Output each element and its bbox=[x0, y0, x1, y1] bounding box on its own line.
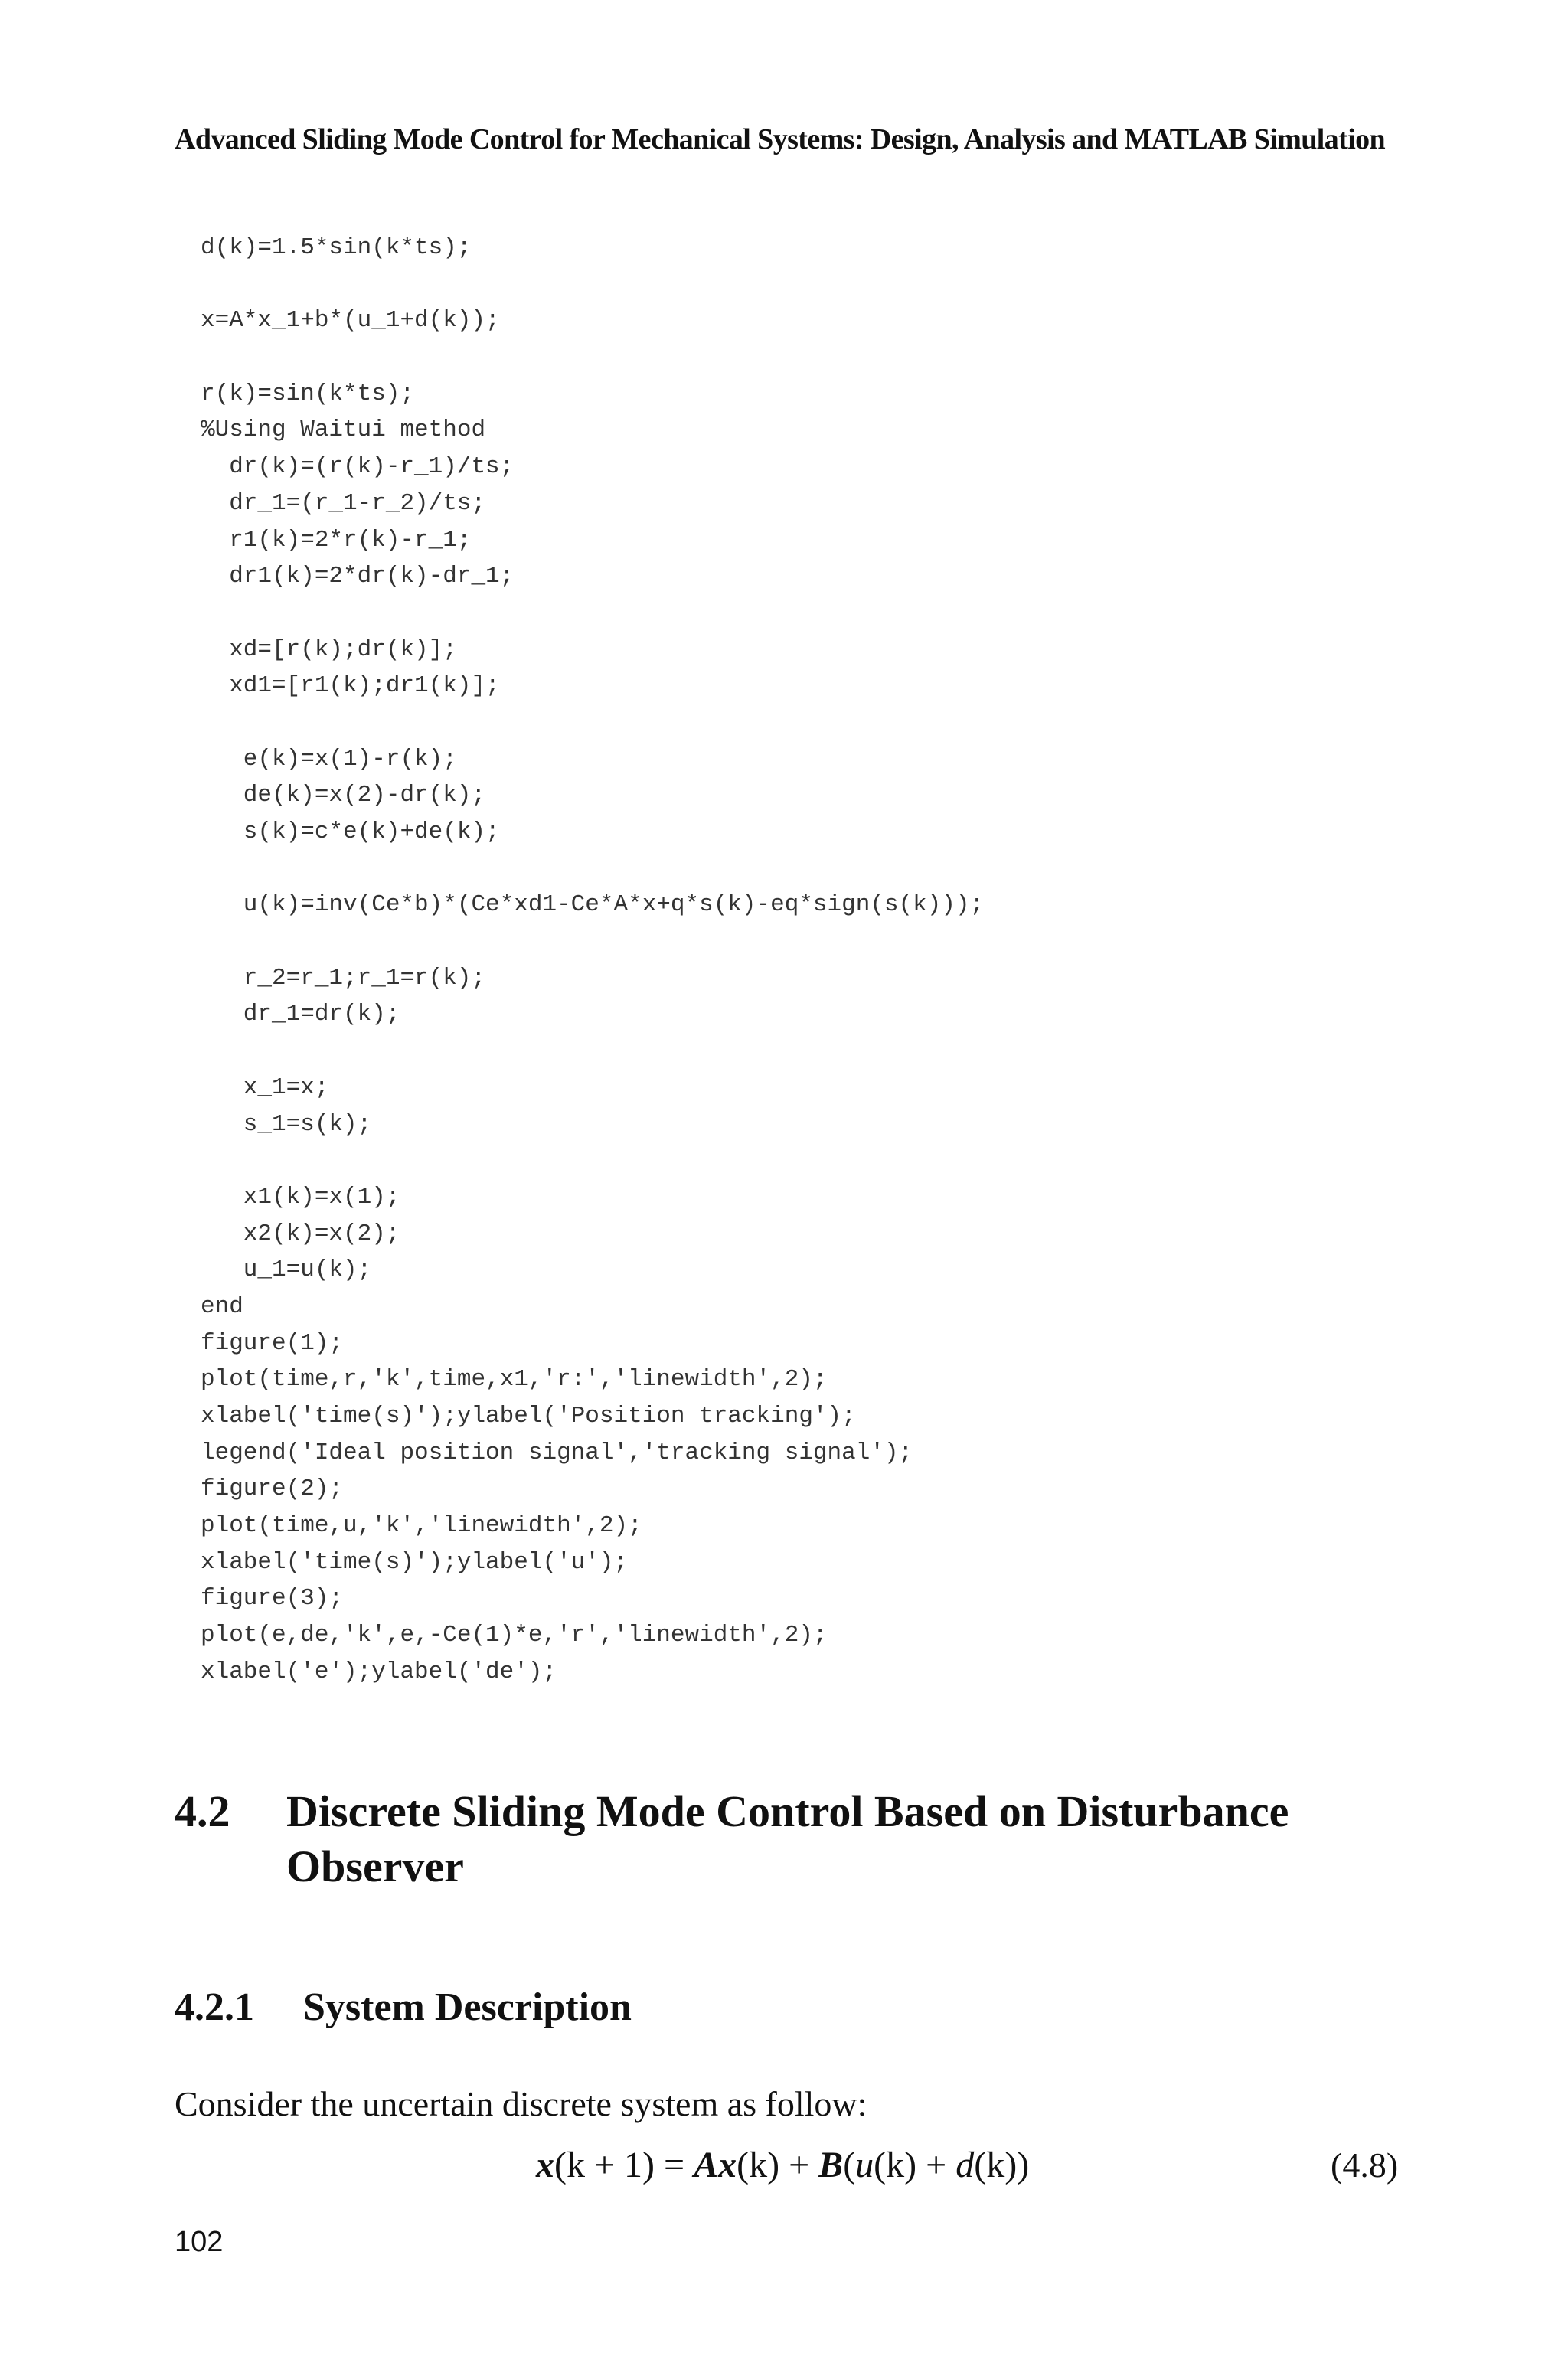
code-line: d(k)=1.5*sin(k*ts); bbox=[201, 234, 472, 261]
code-line bbox=[201, 266, 984, 303]
code-line: u_1=u(k); bbox=[201, 1256, 372, 1284]
code-line bbox=[201, 339, 984, 376]
section-title: Discrete Sliding Mode Control Based on Disturbance Observer bbox=[286, 1786, 1289, 1891]
code-line bbox=[201, 1033, 984, 1070]
eq-input-arg: (k) + bbox=[874, 2145, 956, 2185]
code-line: plot(time,r,'k',time,x1,'r:','linewidth',2); bbox=[201, 1366, 828, 1394]
code-line: u(k)=inv(Ce*b)*(Ce*xd1-Ce*A*x+q*s(k)-eq*sign(s(k))); bbox=[201, 891, 985, 919]
eq-open-paren: ( bbox=[843, 2145, 856, 2185]
section-number: 4.2 bbox=[175, 1786, 230, 1836]
code-line: plot(e,de,'k',e,-Ce(1)*e,'r','linewidth',2); bbox=[201, 1622, 828, 1649]
code-line: xd=[r(k);dr(k)]; bbox=[201, 636, 457, 663]
code-line: r(k)=sin(k*ts); bbox=[201, 380, 415, 407]
code-line: xlabel('time(s)');ylabel('Position tracking'); bbox=[201, 1403, 856, 1430]
subsection-title: System Description bbox=[303, 1985, 632, 2029]
code-line: end bbox=[201, 1292, 243, 1320]
code-line: dr(k)=(r(k)-r_1)/ts; bbox=[201, 453, 514, 481]
code-line: dr_1=(r_1-r_2)/ts; bbox=[201, 489, 486, 517]
eq-lhs-arg: (k + 1) = bbox=[554, 2145, 694, 2185]
code-line: xlabel('e');ylabel('de'); bbox=[201, 1658, 557, 1685]
code-line: figure(3); bbox=[201, 1585, 344, 1613]
matlab-code-listing bbox=[201, 230, 984, 1691]
eq-dist-var: d bbox=[956, 2145, 975, 2185]
code-line: r_2=r_1;r_1=r(k); bbox=[201, 964, 486, 992]
page-number: 102 bbox=[175, 2226, 224, 2258]
eq-state-var: x bbox=[718, 2145, 737, 2185]
eq-state-arg: (k) + bbox=[737, 2145, 819, 2185]
code-line bbox=[201, 595, 984, 632]
code-line: %Using Waitui method bbox=[201, 417, 486, 444]
code-line: figure(1); bbox=[201, 1329, 344, 1357]
code-line: e(k)=x(1)-r(k); bbox=[201, 745, 457, 773]
code-line: s(k)=c*e(k)+de(k); bbox=[201, 819, 500, 845]
eq-matrix-b: B bbox=[818, 2145, 844, 2185]
body-paragraph: Consider the uncertain discrete system as follow: bbox=[175, 2084, 867, 2123]
code-line: plot(time,u,'k','linewidth',2); bbox=[201, 1512, 642, 1540]
code-line: dr1(k)=2*dr(k)-dr_1; bbox=[201, 563, 514, 590]
code-line: xlabel('time(s)');ylabel('u'); bbox=[201, 1548, 629, 1576]
running-header: Advanced Sliding Mode Control for Mechanical Systems: Design, Analysis and MATLAB Simulation bbox=[175, 123, 1386, 155]
code-line: r1(k)=2*r(k)-r_1; bbox=[201, 526, 472, 554]
code-line: x_1=x; bbox=[201, 1073, 329, 1101]
equation-4-8 bbox=[536, 2141, 1029, 2190]
eq-input-var: u bbox=[855, 2145, 874, 2185]
code-line: figure(2); bbox=[201, 1475, 344, 1503]
code-line bbox=[201, 851, 984, 887]
code-line bbox=[201, 923, 984, 960]
code-line: x=A*x_1+b*(u_1+d(k)); bbox=[201, 307, 500, 335]
code-line bbox=[201, 704, 984, 741]
code-line: x2(k)=x(2); bbox=[201, 1220, 400, 1247]
code-line: s_1=s(k); bbox=[201, 1110, 372, 1138]
code-line bbox=[201, 1142, 984, 1179]
section-heading bbox=[175, 1784, 1430, 1894]
eq-dist-arg: (k)) bbox=[974, 2145, 1030, 2185]
code-line: legend('Ideal position signal','tracking signal'); bbox=[201, 1439, 913, 1466]
equation-number: (4.8) bbox=[1331, 2145, 1399, 2185]
subsection-heading bbox=[175, 1983, 632, 2032]
code-line: de(k)=x(2)-dr(k); bbox=[201, 782, 486, 809]
code-line: xd1=[r1(k);dr1(k)]; bbox=[201, 672, 500, 700]
eq-matrix-a: A bbox=[694, 2145, 719, 2185]
code-line: dr_1=dr(k); bbox=[201, 1001, 400, 1028]
eq-lhs-var: x bbox=[536, 2145, 554, 2185]
code-line: x1(k)=x(1); bbox=[201, 1183, 400, 1211]
subsection-number: 4.2.1 bbox=[175, 1985, 254, 2029]
